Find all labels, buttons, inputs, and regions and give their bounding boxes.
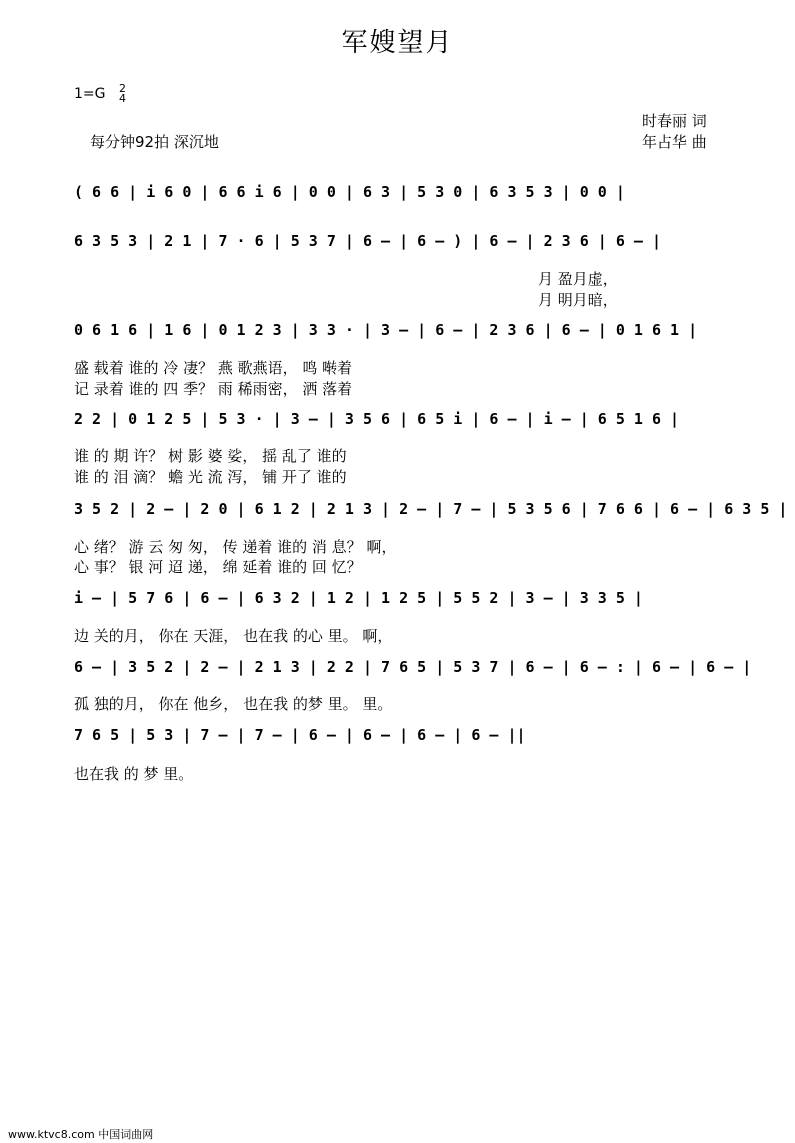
score-line-4-lyric-1: 谁 的 期 许？ 树 影 婆 娑， 摇 乱了 谁的 [74, 447, 347, 465]
score-line-8-notes: 7 6 5 | 5 3 | 7 — | 7 — | 6 — | 6 — | 6 — | 6 — || [74, 726, 526, 744]
score-line-1-notes: ( 6 6 | i 6 0 | 6 6 i 6 | 0 0 | 6 3 | 5 3 0 | 6 3 5 3 | 0 0 | [74, 183, 625, 201]
score-line-6-notes: i — | 5 7 6 | 6 — | 6 3 2 | 1 2 | 1 2 5 | 5 5 2 | 3 — | 3 3 5 | [74, 589, 643, 607]
score-line-3-notes: 0 6 1 6 | 1 6 | 0 1 2 3 | 3 3 · | 3 — | 6 — | 2 3 6 | 6 — | 0 1 6 1 | [74, 321, 698, 339]
lyricist-credit: 时春丽 词 [642, 112, 707, 130]
score-line-6-lyric-1: 边 关的月， 你在 天涯， 也在我 的心 里。 啊， [74, 627, 393, 645]
score-line-5-lyric-2: 心 事？ 银 河 迢 递， 绵 延着 谁的 回 忆？ [74, 558, 362, 576]
score-line-4-lyric-2: 谁 的 泪 滴？ 蟾 光 流 泻， 铺 开了 谁的 [74, 468, 347, 486]
time-signature-bottom: 4 [119, 92, 126, 105]
score-line-7-notes: 6 — | 3 5 2 | 2 — | 2 1 3 | 2 2 | 7 6 5 | 5 3 7 | 6 — | 6 — : | 6 — | 6 — | [74, 658, 752, 676]
score-line-4-notes: 2 2 | 0 1 2 5 | 5 3 · | 3 — | 3 5 6 | 6 5 i | 6 — | i — | 6 5 1 6 | [74, 410, 680, 428]
score-line-2-lyric-2: 月 明月暗， [538, 291, 618, 309]
tempo-marking: 每分钟92拍 深沉地 [90, 133, 219, 151]
score-line-8-lyric-1: 也在我 的 梦 里。 [74, 765, 194, 783]
page-title: 军嫂望月 [341, 28, 454, 58]
score-line-7-lyric-1: 孤 独的月， 你在 他乡， 也在我 的梦 里。 里。 [74, 695, 393, 713]
composer-credit: 年占华 曲 [642, 133, 707, 151]
score-line-3-lyric-2: 记 录着 谁的 四 季？ 雨 稀雨密， 洒 落着 [74, 380, 353, 398]
score-line-5-lyric-1: 心 绪？ 游 云 匆 匆， 传 递着 谁的 消 息？ 啊， [74, 538, 397, 556]
score-line-5-notes: 3 5 2 | 2 — | 2 0 | 6 1 2 | 2 1 3 | 2 — | 7 — | 5 3 5 6 | 7 6 6 | 6 — | 6 3 5 | [74, 500, 788, 518]
site-footer: www.ktvc8.com 中国词曲网 [8, 1128, 154, 1141]
score-line-2-notes: 6 3 5 3 | 2 1 | 7 · 6 | 5 3 7 | 6 — | 6 — ) | 6 — | 2 3 6 | 6 — | [74, 232, 661, 250]
score-line-2-lyric-1: 月 盈月虚， [538, 270, 618, 288]
time-signature [119, 84, 126, 104]
key-signature: 1=G [74, 86, 106, 102]
score-line-3-lyric-1: 盛 载着 谁的 冷 凄？ 燕 歌燕语， 鸣 啭着 [74, 359, 353, 377]
time-signature-top: 2 [119, 82, 126, 95]
